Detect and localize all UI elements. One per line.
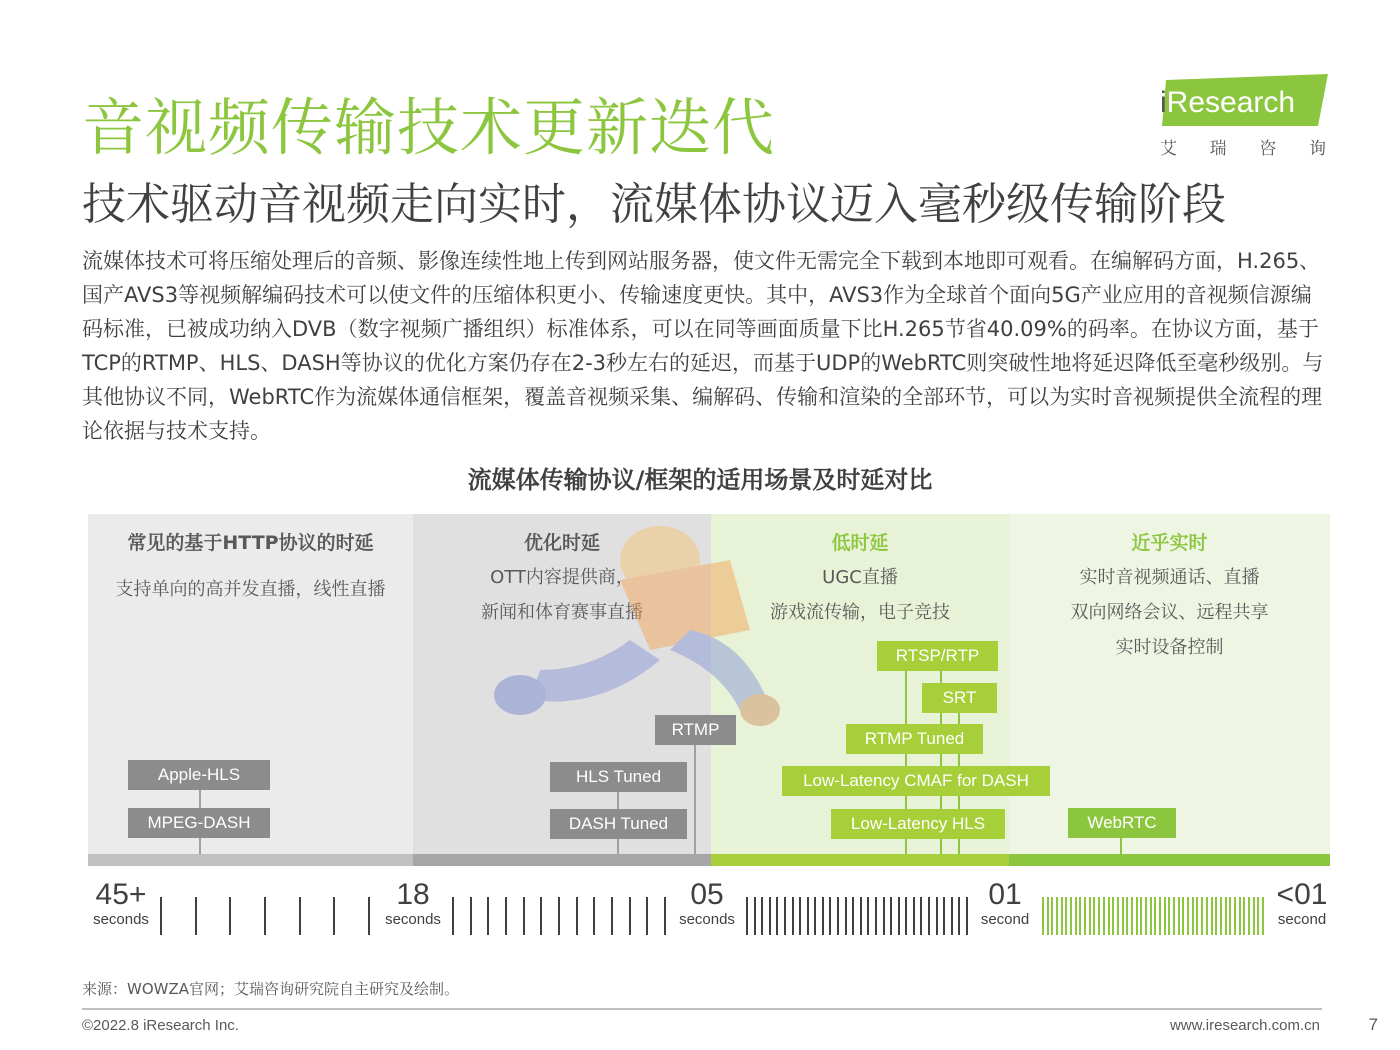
zone-line: 实时设备控制 xyxy=(1115,637,1224,658)
tick-mark xyxy=(784,897,786,935)
zone-description xyxy=(1009,560,1330,665)
iresearch-logo xyxy=(1158,74,1328,158)
scale-label-lt01 xyxy=(1268,878,1336,928)
tick-mark xyxy=(792,897,794,935)
protocol-ll-hls: Low-Latency HLS xyxy=(831,809,1005,839)
tick-mark xyxy=(160,897,162,935)
tick-mark xyxy=(1192,897,1194,935)
zone-bar-realtime xyxy=(1009,854,1330,866)
logo-chinese-name xyxy=(1160,134,1326,159)
tick-mark xyxy=(264,897,266,935)
scale-value: <01 xyxy=(1276,878,1328,911)
tick-mark xyxy=(852,897,854,935)
tick-mark xyxy=(883,897,885,935)
tick-mark xyxy=(333,897,335,935)
tick-mark xyxy=(928,897,930,935)
tick-mark xyxy=(664,897,666,935)
tick-mark xyxy=(1140,897,1142,935)
body-paragraph: 流媒体技术可将压缩处理后的音频、影像连续性地上传到网站服务器，使文件无需完全下载到本地即可观看。在编解码方面，H.265、国产AVS3等视频解编码技术可以使文件的压缩体积更小、传输速度更快。其中，AVS3作为全球首个面向5G产业应用的音视频信源编码标准，已被成功纳入DVB（数字视频广播组织）标准体系，可以在同等画面质量下比H.265节省40.09%的码率。在协议方面，基于TCP的RTMP、HLS、DASH等协议的优化方案仍存在2-3秒左右的延迟，而基于UDP的WebRTC则突破性地将延迟降低至毫秒级别。与其他协议不同，WebRTC作为流媒体通信框架，覆盖音视频采集、编解码、传输和渲染的全部环节，可以为实时音视频提供全流程的理论依据与技术支持。 xyxy=(82,249,1324,443)
logo-char: 询 xyxy=(1308,139,1326,159)
tick-mark xyxy=(1243,897,1245,935)
page-title: 音视频传输技术更新迭代 xyxy=(82,91,776,164)
scale-label-01 xyxy=(972,878,1038,928)
tick-mark xyxy=(1089,897,1091,935)
tick-mark xyxy=(1093,897,1095,935)
tick-mark xyxy=(1257,897,1259,935)
tick-mark xyxy=(1159,897,1161,935)
tick-mark xyxy=(1206,897,1208,935)
tick-mark xyxy=(966,897,968,935)
logo-char: 瑞 xyxy=(1209,139,1227,159)
tick-mark xyxy=(1047,897,1049,935)
zone-title: 近乎实时 xyxy=(1131,532,1208,554)
tick-mark xyxy=(1103,897,1105,935)
logo-brand-text: Research xyxy=(1166,86,1296,119)
tick-mark xyxy=(776,897,778,935)
tick-mark xyxy=(487,897,489,935)
tick-mark xyxy=(1136,897,1138,935)
website-link[interactable]: www.iresearch.com.cn xyxy=(1169,1017,1320,1034)
zone-line: 游戏流传输，电子竞技 xyxy=(770,602,950,623)
zone-title: 优化时延 xyxy=(523,532,600,554)
latency-ticks-optimized xyxy=(452,897,666,935)
zone-title: 低时延 xyxy=(831,532,889,554)
zone-title: 常见的基于HTTP协议的时延 xyxy=(127,532,374,554)
scale-unit: seconds xyxy=(385,911,441,928)
tick-mark xyxy=(1084,897,1086,935)
scale-label-18 xyxy=(380,878,446,928)
tick-mark xyxy=(1070,897,1072,935)
tick-mark xyxy=(1042,897,1044,935)
scale-unit: second xyxy=(1277,911,1327,928)
protocol-ll-cmaf-dash: Low-Latency CMAF for DASH xyxy=(782,766,1050,796)
chart-title: 流媒体传输协议/框架的适用场景及时延对比 xyxy=(467,466,933,494)
tick-mark xyxy=(920,897,922,935)
tick-mark xyxy=(558,897,560,935)
zone-bar-optimized xyxy=(413,854,711,866)
scale-value: 45+ xyxy=(95,878,147,911)
scale-label-45 xyxy=(88,878,154,928)
logo-char: 艾 xyxy=(1160,139,1177,159)
protocol-webrtc: WebRTC xyxy=(1068,808,1176,838)
tick-mark xyxy=(1061,897,1063,935)
tick-mark xyxy=(1168,897,1170,935)
scale-unit: second xyxy=(980,911,1030,928)
tick-mark xyxy=(1126,897,1128,935)
tick-mark xyxy=(229,897,231,935)
footer-divider xyxy=(82,1008,1322,1010)
tick-mark xyxy=(799,897,801,935)
tick-mark xyxy=(875,897,877,935)
scale-label-05 xyxy=(674,878,740,928)
tick-mark xyxy=(1154,897,1156,935)
tick-mark xyxy=(761,897,763,935)
source-note: 来源：WOWZA官网；艾瑞咨询研究院自主研究及绘制。 xyxy=(82,980,460,998)
tick-mark xyxy=(754,897,756,935)
tick-mark xyxy=(523,897,525,935)
tick-mark xyxy=(1182,897,1184,935)
tick-mark xyxy=(1122,897,1124,935)
logo-char: 咨 xyxy=(1259,139,1277,159)
protocol-hls-tuned: HLS Tuned xyxy=(550,762,687,792)
page-subtitle: 技术驱动音视频走向实时，流媒体协议迈入毫秒级传输阶段 xyxy=(82,179,1226,230)
zone-line: 新闻和体育赛事直播 xyxy=(481,602,643,623)
zone-bar-low xyxy=(711,854,1009,866)
copyright: ©2022.8 iResearch Inc. xyxy=(82,1017,239,1034)
tick-mark xyxy=(1201,897,1203,935)
tick-mark xyxy=(746,897,748,935)
connector-line xyxy=(1120,838,1122,854)
tick-mark xyxy=(470,897,472,935)
tick-mark xyxy=(1253,897,1255,935)
scale-value: 01 xyxy=(988,878,1022,911)
latency-ticks-low xyxy=(746,897,968,935)
tick-mark xyxy=(1112,897,1114,935)
tick-mark xyxy=(1075,897,1077,935)
tick-mark xyxy=(1117,897,1119,935)
tick-mark xyxy=(1150,897,1152,935)
tick-mark xyxy=(867,897,869,935)
tick-mark xyxy=(936,897,938,935)
tick-mark xyxy=(1173,897,1175,935)
tick-mark xyxy=(822,897,824,935)
tick-mark xyxy=(452,897,454,935)
tick-mark xyxy=(814,897,816,935)
tick-mark xyxy=(1178,897,1180,935)
tick-mark xyxy=(807,897,809,935)
tick-mark xyxy=(646,897,648,935)
zone-line: UGC直播 xyxy=(822,567,898,588)
tick-mark xyxy=(1051,897,1053,935)
latency-ticks-realtime xyxy=(1042,897,1264,935)
tick-mark xyxy=(1108,897,1110,935)
tick-mark xyxy=(611,897,613,935)
scale-value: 05 xyxy=(690,878,724,911)
tick-mark xyxy=(1215,897,1217,935)
tick-mark xyxy=(1196,897,1198,935)
runner-illustration xyxy=(480,520,800,750)
protocol-rtmp: RTMP xyxy=(655,715,736,745)
tick-mark xyxy=(540,897,542,935)
tick-mark xyxy=(299,897,301,935)
tick-mark xyxy=(890,897,892,935)
zone-line: OTT内容提供商， xyxy=(490,567,634,588)
tick-mark xyxy=(368,897,370,935)
tick-mark xyxy=(1234,897,1236,935)
tick-mark xyxy=(913,897,915,935)
tick-mark xyxy=(769,897,771,935)
protocol-mpeg-dash: MPEG-DASH xyxy=(128,808,270,838)
zone-line: 双向网络会议、远程共享 xyxy=(1070,602,1269,623)
tick-mark xyxy=(1239,897,1241,935)
tick-mark xyxy=(829,897,831,935)
scale-value: 18 xyxy=(396,878,430,911)
protocol-rtsp-rtp: RTSP/RTP xyxy=(877,641,998,671)
tick-mark xyxy=(1262,897,1264,935)
protocol-dash-tuned: DASH Tuned xyxy=(550,809,687,839)
tick-mark xyxy=(629,897,631,935)
tick-mark xyxy=(576,897,578,935)
tick-mark xyxy=(1225,897,1227,935)
tick-mark xyxy=(195,897,197,935)
page-number: 7 xyxy=(1368,1015,1378,1034)
tick-mark xyxy=(1098,897,1100,935)
tick-mark xyxy=(1229,897,1231,935)
logo-letter-i: i xyxy=(1160,86,1167,119)
tick-mark xyxy=(1187,897,1189,935)
tick-mark xyxy=(1220,897,1222,935)
connector-line xyxy=(694,744,696,854)
tick-mark xyxy=(845,897,847,935)
tick-mark xyxy=(943,897,945,935)
tick-mark xyxy=(951,897,953,935)
tick-mark xyxy=(958,897,960,935)
zone-line: 实时音视频通话、直播 xyxy=(1079,567,1260,588)
tick-mark xyxy=(1065,897,1067,935)
protocol-srt: SRT xyxy=(922,683,997,713)
scale-unit: seconds xyxy=(679,911,735,928)
tick-mark xyxy=(593,897,595,935)
zone-bar-http xyxy=(88,854,413,866)
tick-mark xyxy=(1248,897,1250,935)
tick-mark xyxy=(898,897,900,935)
tick-mark xyxy=(1164,897,1166,935)
tick-mark xyxy=(1079,897,1081,935)
tick-mark xyxy=(1056,897,1058,935)
tick-mark xyxy=(860,897,862,935)
scale-unit: seconds xyxy=(93,911,149,928)
tick-mark xyxy=(1211,897,1213,935)
tick-mark xyxy=(1145,897,1147,935)
zone-description: 支持单向的高并发直播，线性直播 xyxy=(115,579,386,600)
protocol-apple-hls: Apple-HLS xyxy=(128,760,270,790)
tick-mark xyxy=(1131,897,1133,935)
tick-mark xyxy=(505,897,507,935)
latency-ticks-slow xyxy=(160,897,370,935)
tick-mark xyxy=(837,897,839,935)
tick-mark xyxy=(905,897,907,935)
protocol-rtmp-tuned: RTMP Tuned xyxy=(846,724,983,754)
